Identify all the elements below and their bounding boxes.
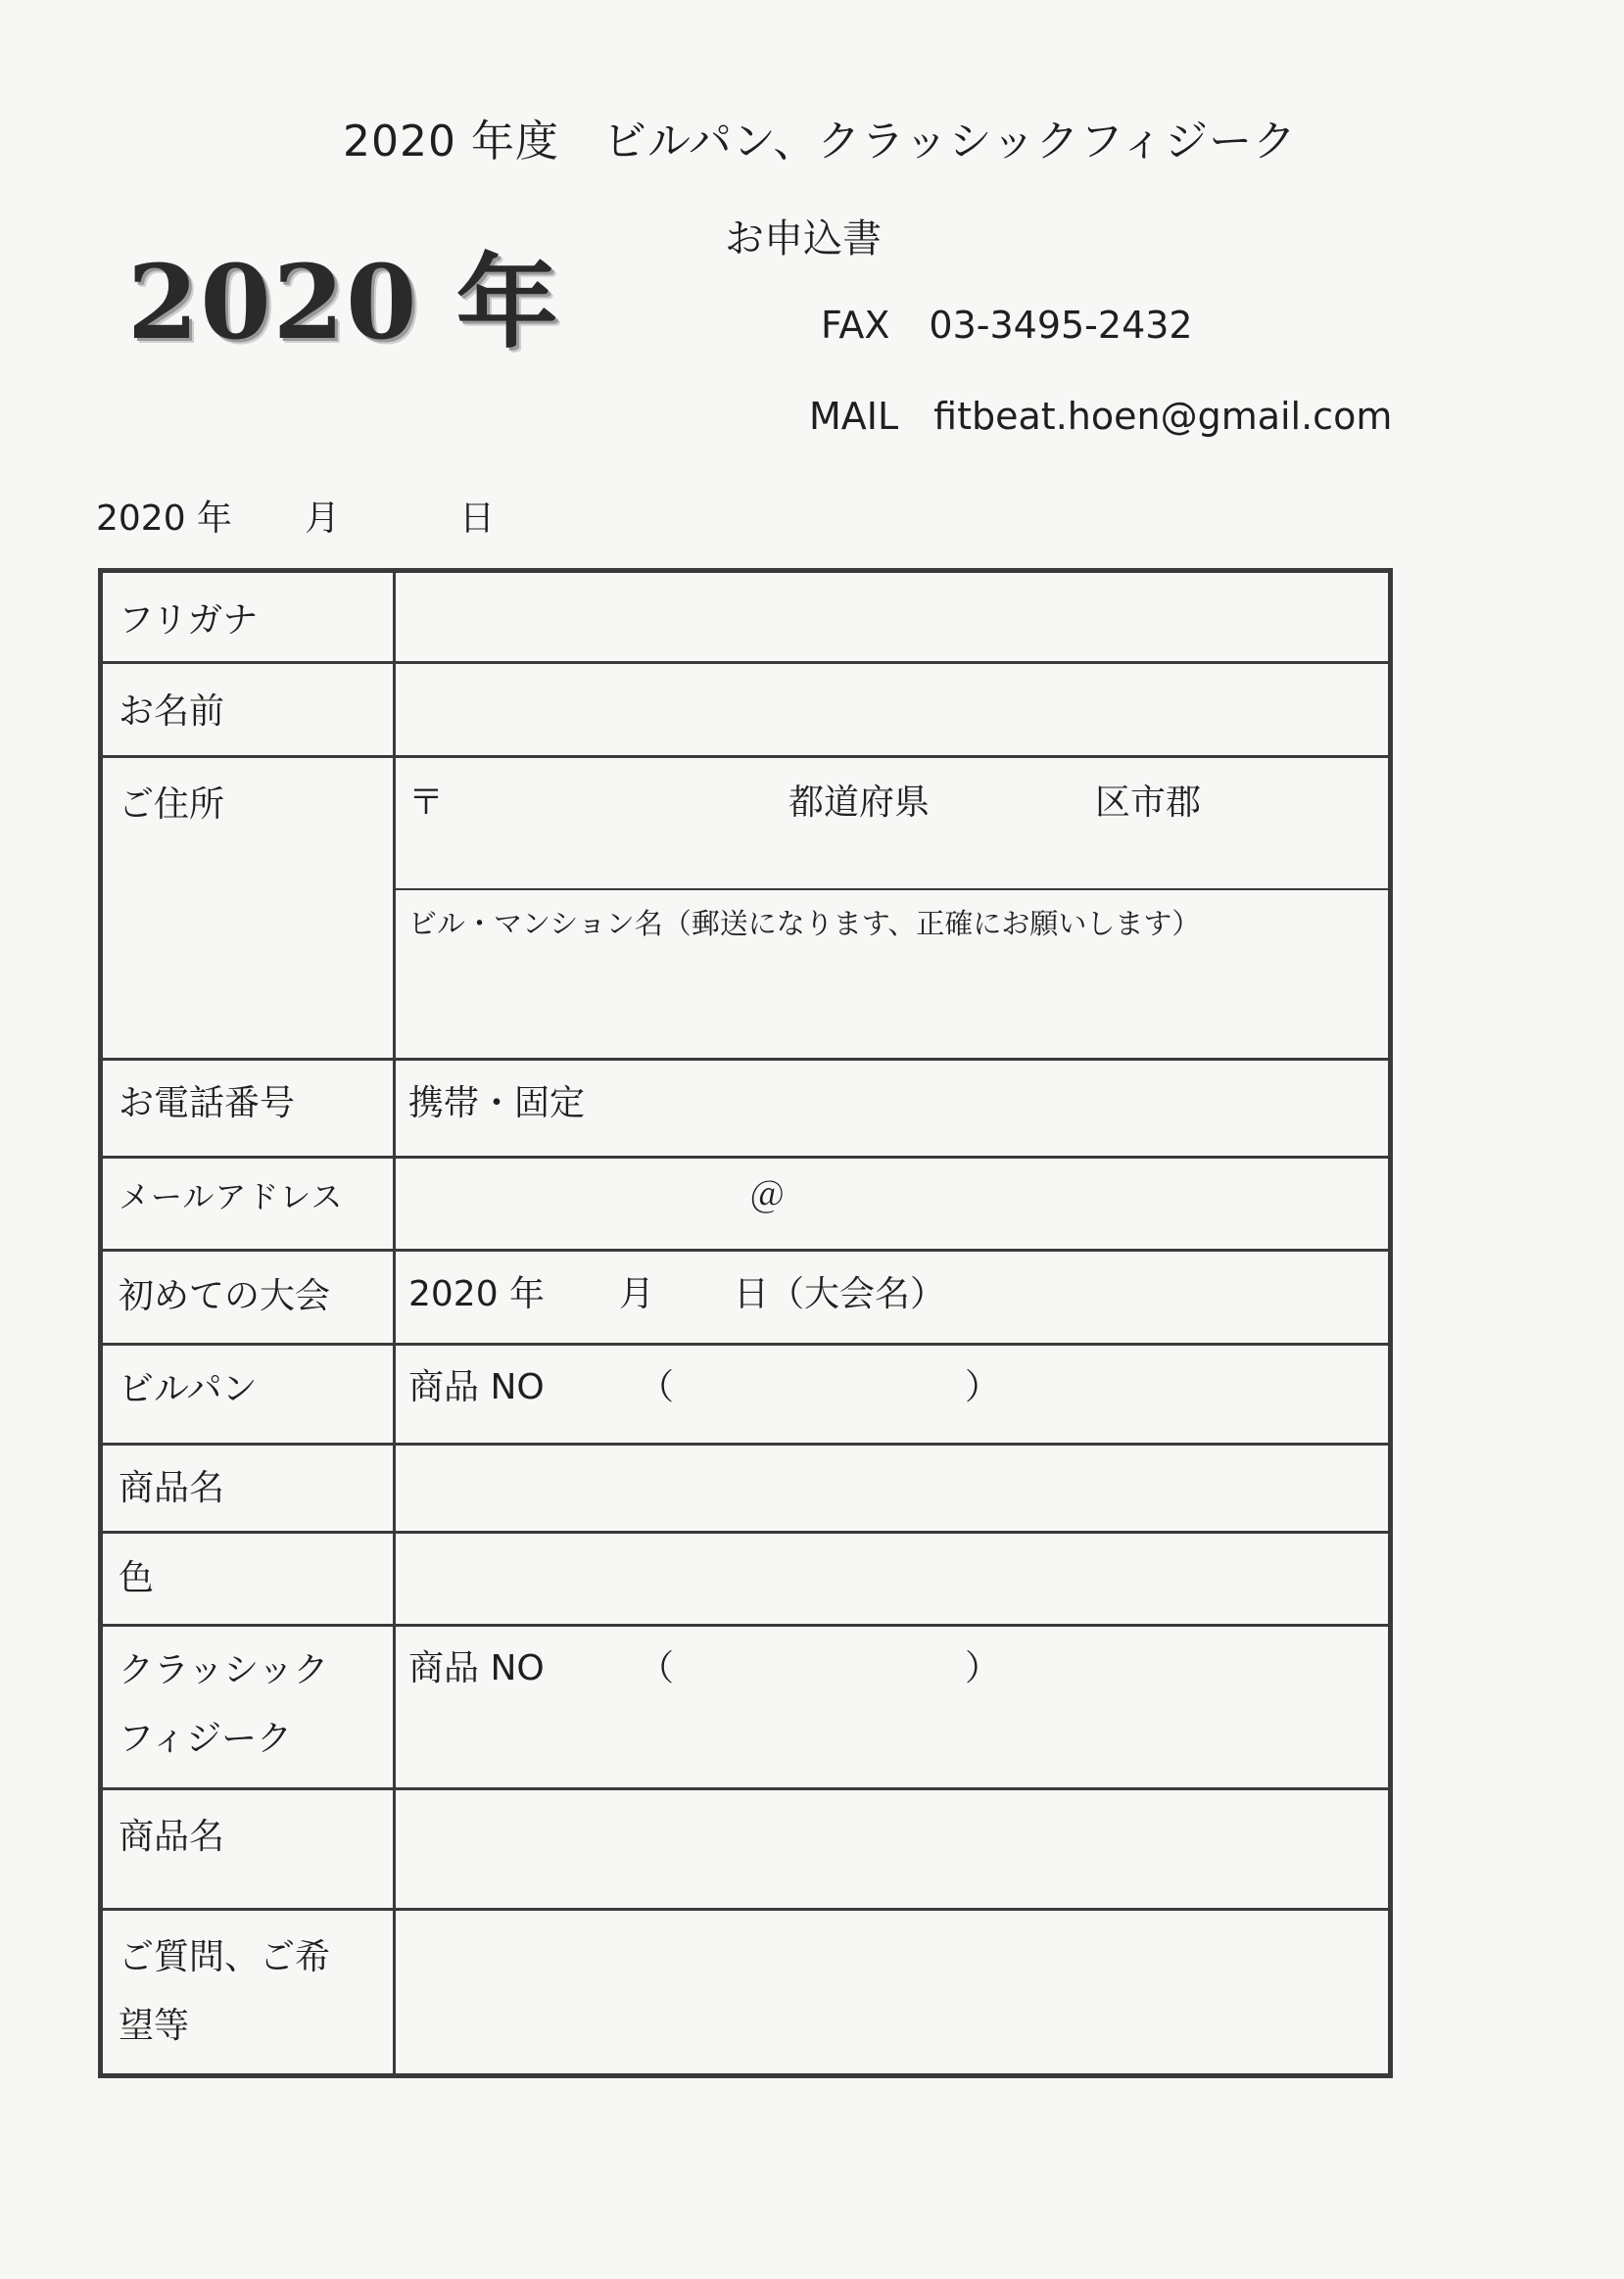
row-divider: [103, 1343, 1388, 1346]
bilpan-paren-open: （: [639, 1367, 675, 1407]
bilpan-label: ビルパン: [119, 1369, 258, 1409]
name-field[interactable]: [408, 671, 1378, 749]
row-divider: [103, 1249, 1388, 1252]
row-divider: [103, 1624, 1388, 1627]
questions-label-line-2: 望等: [119, 2006, 190, 2046]
mail-line: [809, 395, 1392, 438]
mail-label: MAIL: [809, 395, 899, 438]
first-contest-year: 2020 年: [408, 1274, 546, 1314]
application-date: [96, 491, 495, 541]
column-divider: [393, 573, 396, 2073]
furigana-label: フリガナ: [119, 600, 259, 641]
product-name-label-1: 商品名: [119, 1468, 225, 1508]
row-divider: [103, 1531, 1388, 1534]
first-contest-day-name: 日（大会名）: [734, 1274, 946, 1314]
big-year-heading: 2020 年: [127, 242, 560, 362]
color-label: 色: [119, 1558, 155, 1598]
classic-label-line-2: フィジーク: [119, 1719, 293, 1759]
prefecture-label: 都道府県: [788, 783, 931, 823]
classic-product-no-label: 商品 NO: [408, 1648, 545, 1688]
building-note: ビル・マンション名（郵送になります、正確にお願いします）: [408, 907, 1201, 940]
questions-field[interactable]: [408, 1920, 1378, 2066]
fax-number: 03-3495-2432: [929, 304, 1193, 347]
date-month: 月: [305, 499, 341, 539]
row-divider: [103, 1058, 1388, 1061]
first-contest-label: 初めての大会: [119, 1276, 331, 1316]
application-form-table: [98, 568, 1393, 2078]
bilpan-product-no-label: 商品 NO: [408, 1367, 545, 1407]
email-label: メールアドレス: [119, 1178, 344, 1215]
furigana-field[interactable]: [408, 587, 1378, 651]
email-at-sign: ＠: [749, 1176, 786, 1216]
classic-label-line-1: クラッシック: [119, 1650, 329, 1690]
date-year: 2020 年: [96, 499, 233, 539]
product-name-label-2: 商品名: [119, 1817, 225, 1857]
row-divider: [103, 1908, 1388, 1911]
date-day: 日: [459, 499, 496, 539]
mail-address[interactable]: fitbeat.hoen@gmail.com: [933, 395, 1393, 438]
form-title: 2020 年度 ビルパン、クラッシックフィジーク: [343, 117, 1298, 166]
city-label: 区市郡: [1095, 783, 1202, 823]
questions-label-line-1: ご質問、ご希: [119, 1937, 331, 1977]
phone-label: お電話番号: [119, 1083, 296, 1123]
name-label: お名前: [119, 691, 225, 732]
row-divider: [103, 1156, 1388, 1159]
form-subtitle: お申込書: [725, 216, 882, 261]
row-divider: [103, 1787, 1388, 1790]
bilpan-paren-close: ）: [965, 1367, 1001, 1407]
phone-type: 携帯・固定: [408, 1083, 586, 1123]
fax-line: [821, 304, 1193, 347]
row-divider: [103, 755, 1388, 758]
fax-label: FAX: [821, 304, 890, 347]
address-label: ご住所: [119, 784, 225, 825]
postal-mark: 〒: [408, 783, 445, 823]
classic-paren-close: ）: [965, 1648, 1001, 1688]
first-contest-month: 月: [619, 1274, 655, 1314]
classic-paren-open: （: [639, 1648, 675, 1688]
row-divider: [103, 1443, 1388, 1446]
address-sub-divider: [396, 888, 1388, 890]
row-divider: [103, 661, 1388, 664]
